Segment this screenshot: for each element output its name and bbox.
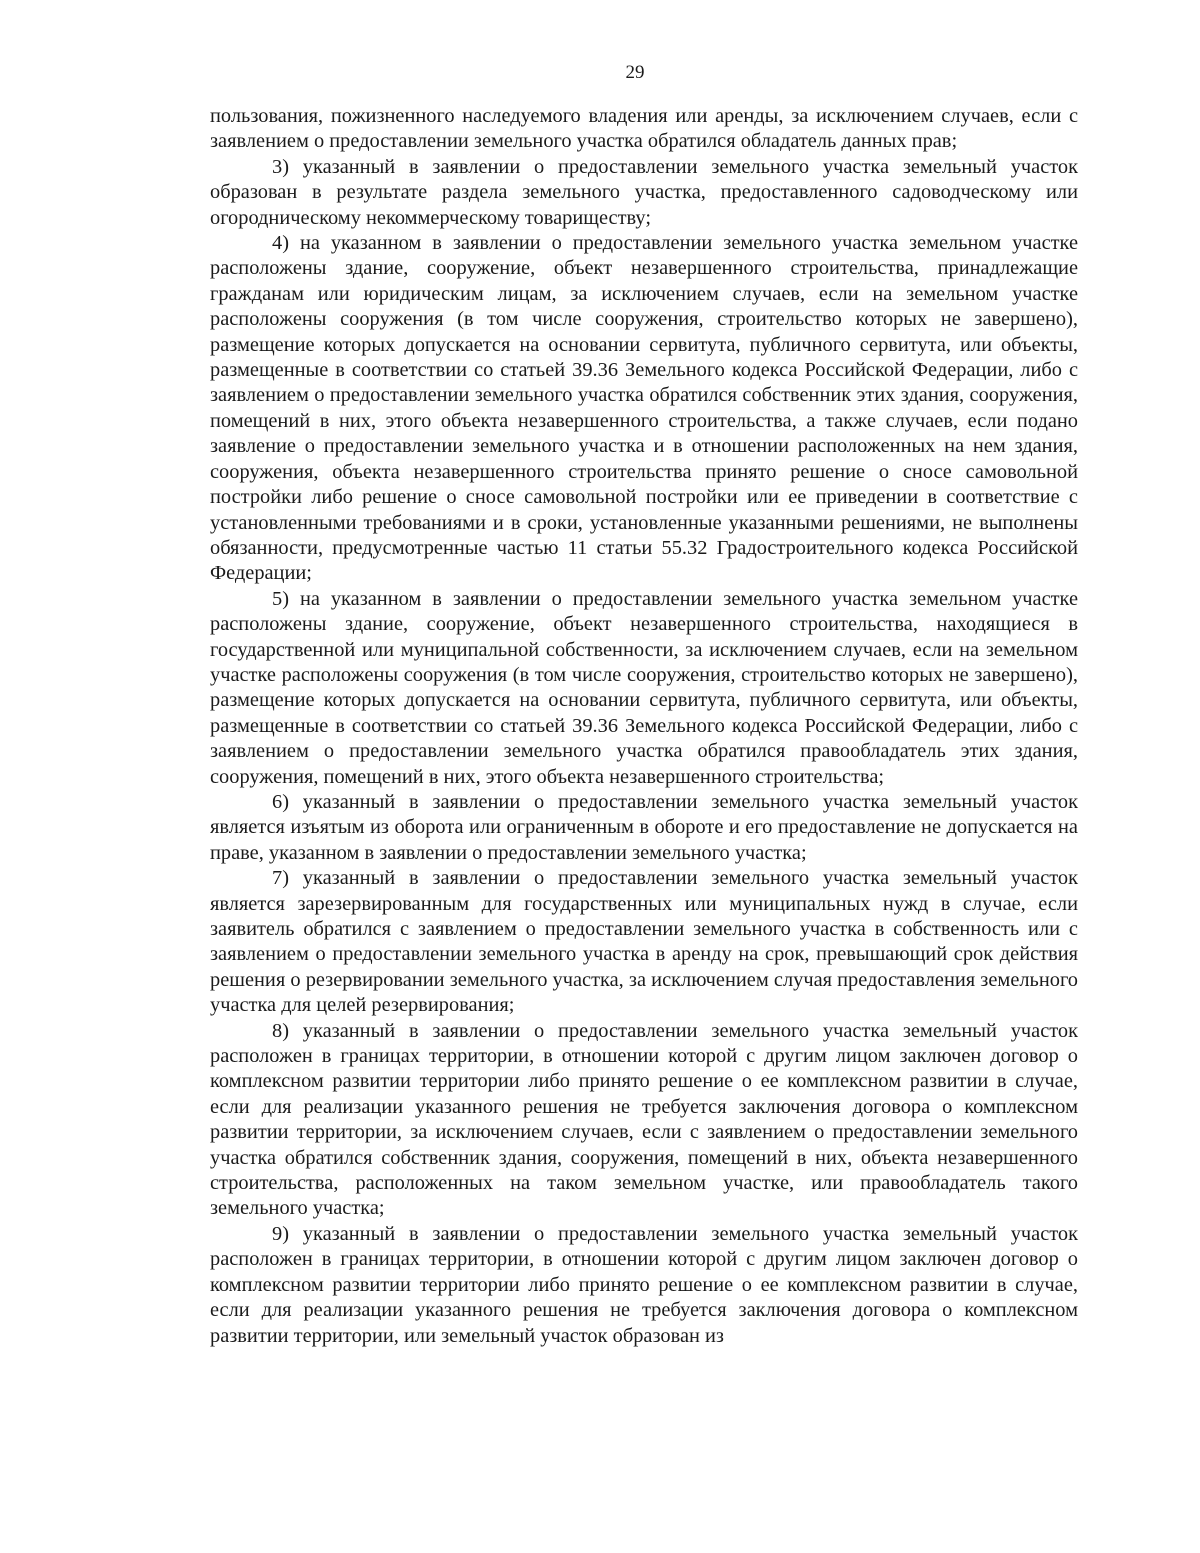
paragraph-item-9: 9) указанный в заявлении о предоставлении земельного участка земельный участок расположен в границах территории, в отношении которой с другим лицом заключен договор о комплексном развитии территории либо принято решение о ее комплексном развитии в случае, если для реализации указанного решения не требуется заключения договора о комплексном развитии территории, или земельный участок образован из <box>210 1222 1078 1347</box>
paragraph-item-5: 5) на указанном в заявлении о предоставлении земельного участка земельном участке расположены здание, сооружение, объект незавершенного строительства, находящиеся в государственной или муниципальной собственности, за исключением случаев, если на земельном участке расположены сооружения (в том числе сооружения, строительство которых не завершено), размещение которых допускается на основании сервитута, публичного сервитута, или объекты, размещенные в соответствии со статьей 39.36 Земельного кодекса Российской Федерации, либо с заявлением о предоставлении земельного участка обратился правообладатель этих здания, сооружения, помещений в них, этого объекта незавершенного строительства; <box>210 587 1078 788</box>
paragraph-item-6: 6) указанный в заявлении о предоставлении земельного участка земельный участок является изъятым из оборота или ограниченным в обороте и его предоставление не допускается на праве, указанном в заявлении о предоставлении земельного участка; <box>210 790 1078 864</box>
page-number: 29 <box>625 62 645 83</box>
paragraph-item-7: 7) указанный в заявлении о предоставлении земельного участка земельный участок является зарезервированным для государственных или муниципальных нужд в случае, если заявитель обратился с заявлением о предоставлении земельного участка в собственность или с заявлением о предоставлении земельного участка в аренду на срок, превышающий срок действия решения о резервировании земельного участка, за исключением случая предоставления земельного участка для целей резервирования; <box>210 867 1078 1017</box>
paragraph-item-3: 3) указанный в заявлении о предоставлении земельного участка земельный участок образован в результате раздела земельного участка, предоставленного садоводческому или огородническому некоммерческому товариществу; <box>210 155 1078 229</box>
paragraph-item-4: 4) на указанном в заявлении о предоставлении земельного участка земельном участке расположены здание, сооружение, объект незавершенного строительства, принадлежащие гражданам или юридическим лицам, за исключением случаев, если на земельном участке расположены сооружения (в том числе сооружения, строительство которых не завершено), размещение которых допускается на основании сервитута, публичного сервитута, или объекты, размещенные в соответствии со статьей 39.36 Земельного кодекса Российской Федерации, либо с заявлением о предоставлении земельного участка обратился собственник этих здания, сооружения, помещений в них, этого объекта незавершенного строительства, а также случаев, если подано заявление о предоставлении земельного участка и в отношении расположенных на нем здания, сооружения, объекта незавершенного строительства принято решение о сносе самовольной постройки либо решение о сносе самовольной постройки или ее приведении в соответствие с установленными требованиями и в сроки, установленные указанными решениями, не выполнены обязанности, предусмотренные частью 11 статьи 55.32 Градостроительного кодекса Российской Федерации; <box>210 232 1078 585</box>
paragraph-continuation: пользования, пожизненного наследуемого владения или аренды, за исключением случаев, если с заявлением о предоставлении земельного участка обратился обладатель данных прав; <box>210 105 1078 153</box>
document-body <box>210 104 1078 1349</box>
paragraph-item-8: 8) указанный в заявлении о предоставлении земельного участка земельный участок расположен в границах территории, в отношении которой с другим лицом заключен договор о комплексном развитии территории либо принято решение о ее комплексном развитии в случае, если для реализации указанного решения не требуется заключения договора о комплексном развитии территории, за исключением случаев, если с заявлением о предоставлении земельного участка обратился собственник здания, сооружения, помещений в них, объекта незавершенного строительства, расположенных на таком земельном участке, или правообладатель такого земельного участка; <box>210 1019 1078 1220</box>
